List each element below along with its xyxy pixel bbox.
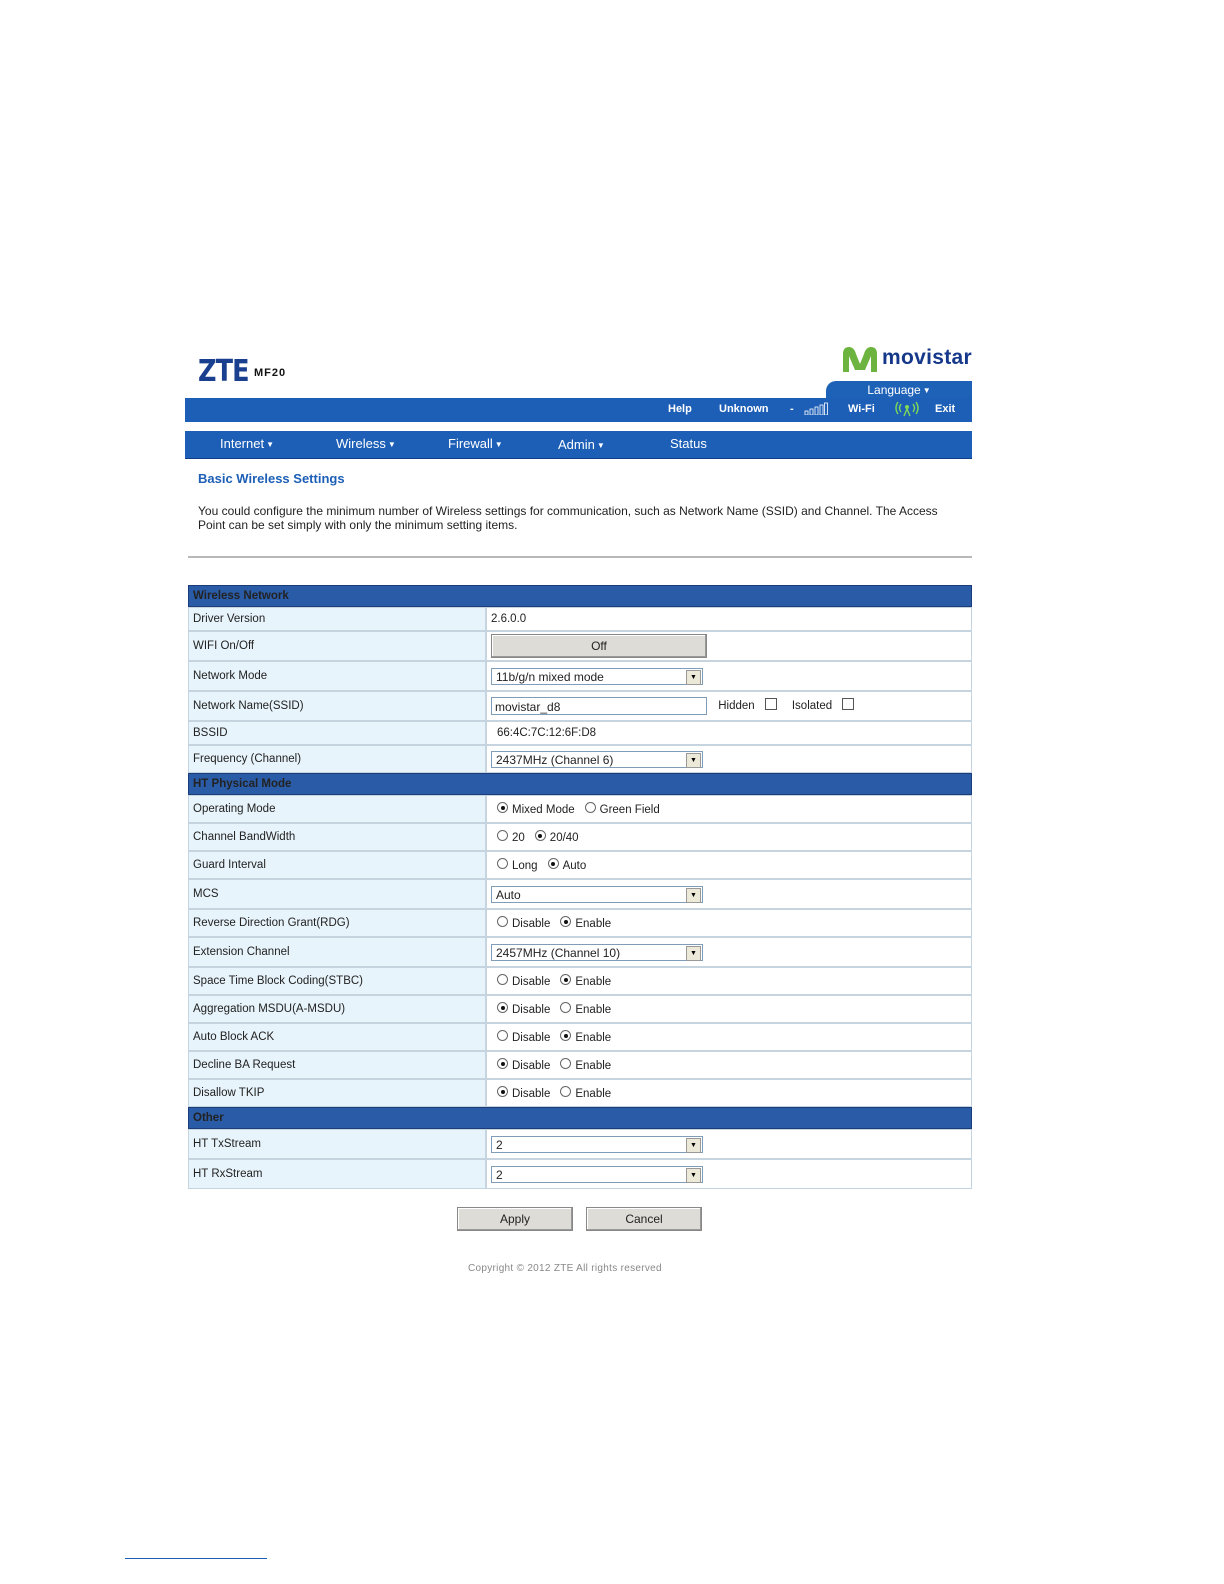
- nav-wireless-label: Wireless: [336, 436, 386, 451]
- chevron-down-icon: ▼: [686, 753, 701, 768]
- cancel-button[interactable]: Cancel: [586, 1207, 702, 1231]
- rdg-enable-radio[interactable]: [560, 916, 571, 927]
- wifi-antenna-icon: [895, 401, 919, 420]
- decline-ba-enable-radio[interactable]: [560, 1058, 571, 1069]
- operating-mode-label: Operating Mode: [188, 795, 486, 823]
- tkip-enable-label: Enable: [575, 1088, 612, 1100]
- signal-separator: -: [790, 403, 794, 415]
- disallow-tkip-label: Disallow TKIP: [188, 1079, 486, 1107]
- decline-ba-disable-radio[interactable]: [497, 1058, 508, 1069]
- green-field-radio[interactable]: [585, 802, 596, 813]
- nav-firewall[interactable]: [448, 436, 503, 451]
- main-nav: [185, 431, 972, 459]
- nav-wireless[interactable]: [336, 436, 396, 451]
- guard-long-label: Long: [512, 860, 538, 872]
- extension-channel-select[interactable]: [491, 944, 703, 961]
- zte-logo: ZTE: [198, 354, 249, 389]
- driver-version-value: 2.6.0.0: [486, 607, 972, 631]
- chevron-down-icon: ▼: [686, 1168, 701, 1183]
- decline-ba-enable-label: Enable: [575, 1060, 612, 1072]
- mcs-label: MCS: [188, 879, 486, 909]
- mcs-select[interactable]: [491, 886, 703, 903]
- auto-ba-disable-label: Disable: [512, 1032, 551, 1044]
- network-mode-label: Network Mode: [188, 661, 486, 691]
- amsdu-enable-radio[interactable]: [560, 1002, 571, 1013]
- decline-ba-label: Decline BA Request: [188, 1051, 486, 1079]
- amsdu-disable-label: Disable: [512, 1004, 551, 1016]
- movistar-logo: [840, 344, 972, 376]
- tx-stream-value: 2: [496, 1137, 503, 1152]
- hidden-label: Hidden: [718, 700, 755, 713]
- extension-channel-value: 2457MHz (Channel 10): [496, 945, 621, 960]
- extension-channel-label: Extension Channel: [188, 937, 486, 967]
- amsdu-label: Aggregation MSDU(A-MSDU): [188, 995, 486, 1023]
- bandwidth-2040-label: 20/40: [549, 832, 579, 844]
- movistar-wordmark: movistar: [882, 346, 972, 369]
- frequency-select[interactable]: [491, 751, 703, 768]
- chevron-down-icon: ▼: [266, 440, 275, 449]
- wifi-onoff-label: WIFI On/Off: [188, 631, 486, 661]
- tkip-disable-label: Disable: [512, 1088, 551, 1100]
- nav-firewall-label: Firewall: [448, 436, 493, 451]
- frequency-value: 2437MHz (Channel 6): [496, 752, 614, 767]
- rdg-enable-label: Enable: [575, 918, 612, 930]
- driver-version-label: Driver Version: [188, 607, 486, 631]
- isolated-label: Isolated: [791, 700, 833, 713]
- guard-auto-radio[interactable]: [548, 858, 559, 869]
- nav-status[interactable]: Status: [670, 436, 707, 451]
- tx-stream-select[interactable]: [491, 1136, 703, 1153]
- ssid-label: Network Name(SSID): [188, 691, 486, 721]
- footnote-divider: [125, 1558, 267, 1559]
- nav-admin[interactable]: [558, 437, 605, 452]
- bandwidth-20-label: 20: [512, 832, 525, 844]
- mixed-mode-label: Mixed Mode: [512, 804, 575, 816]
- rx-stream-label: HT RxStream: [188, 1159, 486, 1189]
- rdg-label: Reverse Direction Grant(RDG): [188, 909, 486, 937]
- amsdu-enable-label: Enable: [575, 1004, 612, 1016]
- auto-ba-enable-label: Enable: [575, 1032, 612, 1044]
- ssid-input[interactable]: movistar_d8: [491, 697, 707, 715]
- chevron-down-icon: ▼: [686, 670, 701, 685]
- rdg-disable-label: Disable: [512, 918, 551, 930]
- language-label: Language: [867, 383, 921, 397]
- rx-stream-select[interactable]: [491, 1166, 703, 1183]
- guard-long-radio[interactable]: [497, 858, 508, 869]
- page-title: Basic Wireless Settings: [198, 471, 345, 486]
- stbc-enable-radio[interactable]: [560, 974, 571, 985]
- stbc-enable-label: Enable: [575, 976, 612, 988]
- divider: [188, 556, 972, 558]
- nav-admin-label: Admin: [558, 437, 595, 452]
- tkip-enable-radio[interactable]: [560, 1086, 571, 1097]
- auto-ba-label: Auto Block ACK: [188, 1023, 486, 1051]
- guard-auto-label: Auto: [562, 860, 587, 872]
- copyright: Copyright © 2012 ZTE All rights reserved: [468, 1263, 662, 1274]
- mcs-value: Auto: [496, 887, 521, 902]
- bandwidth-2040-radio[interactable]: [535, 830, 546, 841]
- apply-button[interactable]: Apply: [457, 1207, 573, 1231]
- chevron-down-icon: ▼: [686, 946, 701, 961]
- stbc-disable-label: Disable: [512, 976, 551, 988]
- top-status-bar: [185, 398, 972, 422]
- nav-internet-label: Internet: [220, 436, 265, 451]
- page-description: You could configure the minimum number of Wireless settings for communication, such as Network Name (SSID) and Channel. The Access Point can be set simply with only the minimum setting items.: [198, 504, 938, 532]
- green-field-label: Green Field: [599, 804, 660, 816]
- bssid-label: BSSID: [188, 721, 486, 745]
- network-mode-value: 11b/g/n mixed mode: [496, 669, 604, 684]
- wifi-off-button[interactable]: Off: [491, 634, 707, 658]
- isolated-checkbox[interactable]: [842, 698, 854, 710]
- decline-ba-disable-label: Disable: [512, 1060, 551, 1072]
- signal-strength-icon: [804, 402, 828, 418]
- frequency-label: Frequency (Channel): [188, 745, 486, 773]
- wifi-link[interactable]: Wi-Fi: [848, 403, 875, 415]
- help-link[interactable]: Help: [668, 403, 692, 415]
- tkip-disable-radio[interactable]: [497, 1086, 508, 1097]
- auto-ba-enable-radio[interactable]: [560, 1030, 571, 1041]
- bandwidth-20-radio[interactable]: [497, 830, 508, 841]
- model-name: MF20: [254, 367, 287, 379]
- section-ht-physical-mode: HT Physical Mode: [188, 773, 972, 795]
- network-mode-select[interactable]: [491, 668, 703, 685]
- chevron-down-icon: ▼: [922, 386, 931, 395]
- tx-stream-label: HT TxStream: [188, 1129, 486, 1159]
- rdg-disable-radio[interactable]: [497, 916, 508, 927]
- chevron-down-icon: ▼: [387, 440, 396, 449]
- exit-link[interactable]: Exit: [935, 403, 956, 415]
- amsdu-disable-radio[interactable]: [497, 1002, 508, 1013]
- chevron-down-icon: ▼: [686, 888, 701, 903]
- nav-internet[interactable]: [220, 436, 274, 451]
- rx-stream-value: 2: [496, 1167, 503, 1182]
- chevron-down-icon: ▼: [596, 441, 605, 450]
- auto-ba-disable-radio[interactable]: [497, 1030, 508, 1041]
- section-other: Other: [188, 1107, 972, 1129]
- stbc-label: Space Time Block Coding(STBC): [188, 967, 486, 995]
- section-wireless-network: Wireless Network: [188, 585, 972, 607]
- stbc-disable-radio[interactable]: [497, 974, 508, 985]
- mixed-mode-radio[interactable]: [497, 802, 508, 813]
- bssid-value: 66:4C:7C:12:6F:D8: [497, 727, 597, 739]
- chevron-down-icon: ▼: [686, 1138, 701, 1153]
- guard-interval-label: Guard Interval: [188, 851, 486, 879]
- hidden-checkbox[interactable]: [765, 698, 777, 710]
- language-menu[interactable]: [826, 381, 972, 399]
- chevron-down-icon: ▼: [494, 440, 503, 449]
- movistar-m-icon: [840, 344, 880, 374]
- wireless-settings-table: [188, 585, 972, 1189]
- bandwidth-label: Channel BandWidth: [188, 823, 486, 851]
- connection-status: Unknown: [719, 403, 769, 415]
